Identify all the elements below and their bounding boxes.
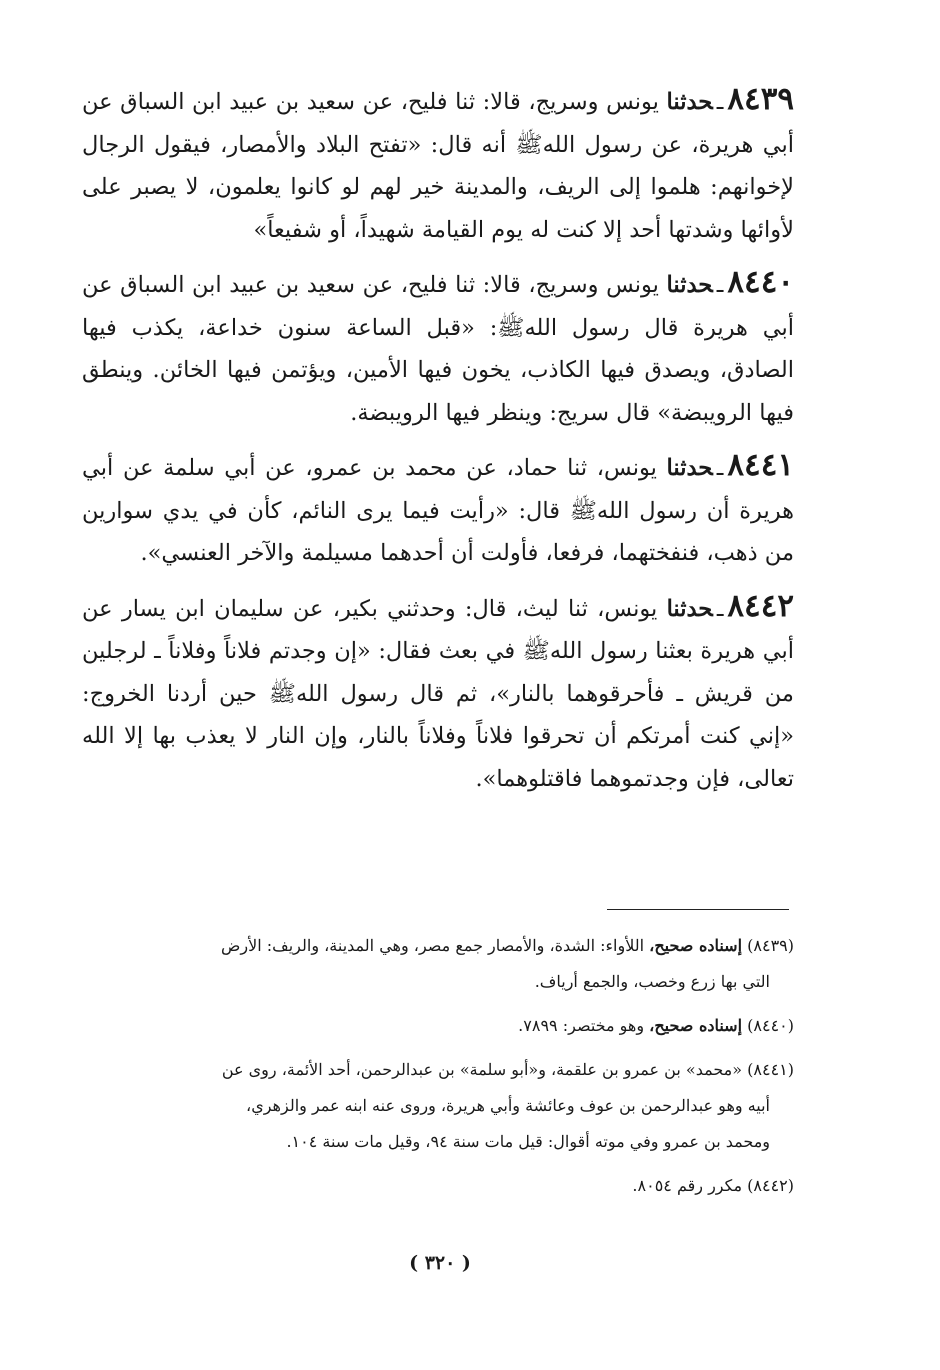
footnote-line: التي بها زرع وخصب، والجمع أرياف. bbox=[534, 972, 770, 991]
hadith-keyword: حدثنا bbox=[666, 272, 713, 298]
footnote-8439 bbox=[78, 928, 794, 964]
hadith-keyword: حدثنا bbox=[666, 455, 713, 481]
footnote-8441-continuation bbox=[78, 1124, 794, 1160]
footnote-ref: (٨٤٣٩) bbox=[747, 936, 794, 955]
dash-separator: ـ bbox=[716, 595, 724, 622]
footnote-separator bbox=[607, 909, 789, 910]
footnote-8441 bbox=[78, 1052, 794, 1088]
footnote-ref: (٨٤٤٠) bbox=[747, 1016, 794, 1035]
hadith-keyword: حدثنا bbox=[666, 595, 713, 622]
footnote-8439-continuation bbox=[78, 964, 794, 1000]
page-number: ( ٣٢٠ ) bbox=[409, 1252, 471, 1274]
footnote-line: مكرر رقم ٨٠٥٤. bbox=[632, 1176, 743, 1195]
footnote-line: وهو مختصر: ٧٨٩٩. bbox=[518, 1016, 645, 1035]
hadith-number: ٨٤٤٠ bbox=[727, 264, 794, 300]
footnote-line: «محمد» بن عمرو بن علقمة، و«أبو سلمة» بن عبدالرحمن، أحد الأئمة، روى عن bbox=[221, 1060, 743, 1079]
footnote-line: أبيه وهو عبدالرحمن بن عوف وعائشة وأبي هريرة، وروى عنه ابنه عمر والزهري، bbox=[246, 1096, 770, 1115]
hadith-text: يونس، ثنا حماد، عن محمد بن عمرو، عن أبي سلمة عن أبي هريرة أن رسول اللهﷺ قال: «رأيت فيما يرى النائم، كأن في يدي سوارين من ذهب، فنفختهما، فرفعا، فأولت أن أحدهما مسيلمة والآخر العنسي». bbox=[82, 455, 794, 566]
footnote-8441-continuation bbox=[78, 1088, 794, 1124]
hadith-8439 bbox=[82, 78, 794, 251]
hadith-8440 bbox=[82, 261, 794, 434]
hadith-number: ٨٤٣٩ bbox=[727, 81, 794, 117]
hadith-keyword: حدثنا bbox=[666, 89, 713, 115]
hadith-text: يونس، ثنا ليث، قال: وحدثني بكير، عن سليمان ابن يسار عن أبي هريرة بعثنا رسول اللهﷺ في بعث فقال: «إن وجدتم فلاناً وفلاناً ـ لرجلين من قريش ـ فأحرقوهما بالنار»، ثم قال رسول اللهﷺ حين أردنا الخروج: «إني كنت أمرتكم أن تحرقوا فلاناً وفلاناً بالنار، وإن النار لا يعذب بها إلا الله تعالى، فإن وجدتموهما فاقتلوهما». bbox=[82, 595, 794, 792]
footnote-grading: إسناده صحيح، bbox=[649, 1016, 743, 1035]
footnote-ref: (٨٤٤٢) bbox=[747, 1176, 794, 1195]
footnotes bbox=[78, 928, 794, 1204]
dash-separator: ـ bbox=[716, 272, 724, 298]
footnote-grading: إسناده صحيح، bbox=[649, 936, 743, 955]
footnote-line: اللأواء: الشدة، والأمصار جمع مصر، وهي المدينة، والريف: الأرض bbox=[221, 936, 645, 955]
dash-separator: ـ bbox=[716, 455, 724, 481]
footnote-8440 bbox=[78, 1008, 794, 1044]
hadith-8442 bbox=[82, 585, 794, 801]
footnote-8442 bbox=[78, 1168, 794, 1204]
hadith-body bbox=[82, 78, 794, 800]
footnote-ref: (٨٤٤١) bbox=[747, 1060, 794, 1079]
hadith-8441 bbox=[82, 444, 794, 575]
hadith-number: ٨٤٤٢ bbox=[727, 587, 795, 624]
dash-separator: ـ bbox=[716, 89, 724, 115]
hadith-text: يونس وسريج، قالا: ثنا فليح، عن سعيد بن عبيد ابن السباق عن أبي هريرة، عن رسول اللهﷺ أنه قال: «تفتح البلاد والأمصار، فيقول الرجال لإخوانهم: هلموا إلى الريف، والمدينة خير لهم لو كانوا يعلمون، لا يصبر على لأوائها وشدتها أحد إلا كنت له يوم القيامة شهيداً، أو شفيعاً» bbox=[82, 89, 794, 243]
hadith-number: ٨٤٤١ bbox=[727, 447, 794, 483]
footnote-line: ومحمد بن عمرو وفي موته أقوال: قيل مات سنة ٩٤، وقيل مات سنة ١٠٤. bbox=[286, 1132, 770, 1151]
hadith-text: يونس وسريج، قالا: ثنا فليح، عن سعيد بن عبيد ابن السباق عن أبي هريرة قال رسول اللهﷺ: «قبل الساعة سنون خداعة، يكذب فيها الصادق، ويصدق فيها الكاذب، يخون فيها الأمين، ويؤتمن فيها الخائن. وينطق فيها الرويبضة» قال سريج: وينظر فيها الرويبضة. bbox=[82, 272, 794, 426]
